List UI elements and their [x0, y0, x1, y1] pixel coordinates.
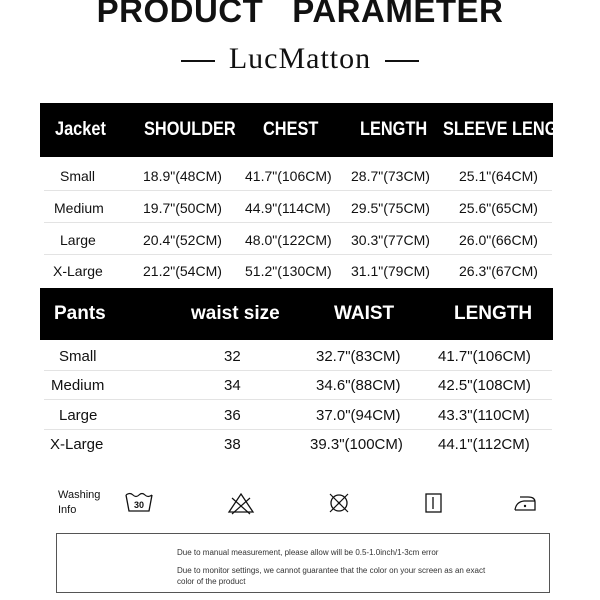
jacket-chest: 51.2"(130CM) — [245, 263, 332, 279]
iron-low-icon — [510, 490, 540, 516]
pants-length: 44.1"(112CM) — [438, 436, 530, 453]
notice-line-2: Due to monitor settings, we cannot guarantee that the color on your screen as an exact color of the product — [177, 566, 486, 586]
pants-row — [40, 401, 553, 431]
pants-size: X-Large — [50, 436, 104, 453]
jacket-row — [40, 193, 553, 223]
pants-row — [40, 342, 553, 372]
jacket-shoulder: 18.9"(48CM) — [143, 168, 222, 184]
row-divider — [44, 399, 552, 400]
jacket-col-shoulder: SHOULDER — [144, 119, 236, 140]
pants-waist-size: 34 — [224, 377, 241, 394]
pants-waist: 39.3"(100CM) — [310, 436, 403, 453]
jacket-col-length: LENGTH — [360, 119, 428, 140]
notice-line-1: Due to manual measurement, please allow will be 0.5-1.0inch/1-3cm error — [177, 548, 439, 557]
jacket-sleeve: 26.3"(67CM) — [459, 263, 538, 279]
pants-size: Large — [59, 407, 98, 424]
pants-waist-size: 38 — [224, 436, 241, 453]
jacket-size: Medium — [54, 200, 104, 216]
jacket-length: 29.5"(75CM) — [351, 200, 430, 216]
jacket-row — [40, 161, 553, 191]
pants-length: 43.3"(110CM) — [438, 407, 530, 424]
brand-dash-right — [385, 60, 419, 62]
pants-length: 41.7"(106CM) — [438, 348, 531, 365]
jacket-sleeve: 26.0"(66CM) — [459, 232, 538, 248]
jacket-chest: 44.9"(114CM) — [245, 200, 331, 216]
jacket-col-size: Jacket — [55, 119, 106, 140]
measurement-notice — [56, 533, 550, 593]
pants-length: 42.5"(108CM) — [438, 377, 531, 394]
row-divider — [44, 222, 552, 223]
jacket-chest: 48.0"(122CM) — [245, 232, 332, 248]
washing-info — [0, 478, 600, 528]
wash-temp-label: 30 — [133, 500, 145, 510]
wash-30-icon — [124, 490, 154, 516]
pants-col-size: Pants — [54, 303, 106, 324]
jacket-length: 28.7"(73CM) — [351, 168, 430, 184]
row-divider — [44, 190, 552, 191]
jacket-col-chest: CHEST — [263, 119, 319, 140]
jacket-sleeve: 25.1"(64CM) — [459, 168, 538, 184]
jacket-col-sleeve: SLEEVE LENGTH — [443, 119, 580, 140]
pants-size: Medium — [51, 377, 105, 394]
pants-waist: 32.7"(83CM) — [316, 348, 401, 365]
washing-label: Washing Info — [58, 489, 101, 516]
jacket-length: 30.3"(77CM) — [351, 232, 430, 248]
pants-waist: 34.6"(88CM) — [316, 377, 401, 394]
jacket-size: Large — [60, 232, 96, 248]
no-tumble-dry-icon — [324, 490, 354, 516]
pants-col-length: LENGTH — [454, 303, 533, 324]
pants-waist-size: 36 — [224, 407, 241, 424]
pants-col-waist-size: waist size — [191, 303, 280, 324]
jacket-shoulder: 20.4"(52CM) — [143, 232, 222, 248]
page-title: PRODUCT PARAMETER — [96, 0, 504, 29]
jacket-header-band — [40, 103, 580, 157]
jacket-shoulder: 21.2"(54CM) — [143, 263, 222, 279]
pants-col-waist: WAIST — [334, 303, 395, 324]
line-dry-icon — [418, 490, 448, 516]
jacket-chest: 41.7"(106CM) — [245, 168, 332, 184]
pants-size: Small — [59, 348, 97, 365]
no-bleach-icon — [226, 490, 256, 516]
pants-row — [40, 371, 553, 401]
pants-header-band — [40, 288, 553, 340]
jacket-shoulder: 19.7"(50CM) — [143, 200, 222, 216]
jacket-size: Small — [60, 168, 96, 184]
pants-waist-size: 32 — [224, 348, 241, 365]
jacket-sleeve: 25.6"(65CM) — [459, 200, 538, 216]
jacket-size: X-Large — [53, 263, 103, 279]
jacket-row — [40, 225, 553, 255]
pants-waist: 37.0"(94CM) — [316, 407, 401, 424]
brand-text: LucMatton — [228, 42, 372, 75]
jacket-row — [40, 256, 553, 286]
brand-name — [0, 42, 600, 76]
brand-dash-left — [181, 60, 215, 62]
pants-row — [40, 430, 553, 460]
jacket-length: 31.1"(79CM) — [351, 263, 430, 279]
row-divider — [44, 254, 552, 255]
